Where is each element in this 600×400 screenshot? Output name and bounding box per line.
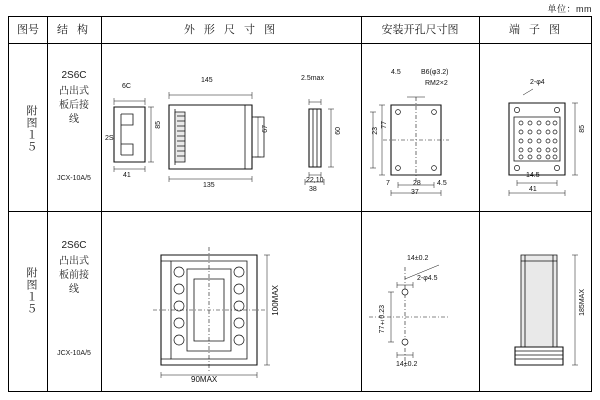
dim-r1-135: 135: [203, 182, 215, 189]
dim-r1-60: 60: [335, 127, 342, 135]
dim-r2t-185max: 185MAX: [579, 289, 586, 316]
dim-r1t-41: 41: [529, 186, 537, 193]
dim-r1-85: 85: [155, 121, 162, 129]
dim-r1m-7: 7: [386, 180, 390, 187]
row2-series: JCX-10A/5: [57, 350, 91, 357]
dim-r1m-77: 77: [381, 121, 388, 129]
dim-r2m-77: 77±0.23: [379, 305, 386, 334]
row1-series: JCX-10A/5: [57, 175, 91, 182]
dim-r1m-45b: 4.5: [437, 180, 447, 187]
header-outline: 外 形 尺 寸 图: [183, 24, 279, 36]
header-fig-no: 图号: [17, 24, 39, 36]
unit-note: 单位：mm: [547, 4, 592, 14]
dim-r1m-45: 4.5: [391, 69, 401, 76]
dim-r2m-14a: 14±0.2: [407, 255, 429, 262]
dim-r1-41: 41: [123, 172, 131, 179]
row2-structure: 凸出式板前接线: [59, 256, 89, 295]
dim-r1m-23: 23: [372, 127, 379, 135]
row1-fig-no: 附图１５: [25, 105, 37, 153]
dim-r2m-14b: 14±0.2: [396, 361, 418, 368]
dim-r1m-37: 37: [411, 189, 419, 196]
row2-model: 2S6C: [61, 240, 87, 251]
dim-r1m-b6: B6(φ3.2): [421, 69, 449, 76]
row1-model: 2S6C: [61, 70, 87, 81]
dim-r2-90max: 90MAX: [191, 375, 218, 384]
dim-r1-22-10: 22,10: [306, 177, 324, 184]
dimension-table: [8, 16, 592, 392]
dim-r1-145: 145: [201, 77, 213, 84]
dim-r1-6c: 6C: [122, 83, 131, 90]
header-mounting: 安装开孔尺寸图: [381, 24, 459, 36]
dim-r2-100max: 100MAX: [271, 285, 280, 316]
dim-r1m-rm2: RM2×2: [425, 80, 448, 87]
dim-r1t-2phi4: 2-φ4: [530, 79, 545, 86]
row1-structure: 凸出式板后接线: [59, 86, 89, 125]
dim-r1-2s: 2S: [105, 135, 114, 142]
header-terminal: 端 子 图: [508, 24, 564, 36]
dim-r1-38: 38: [309, 186, 317, 193]
dim-r1t-85: 85: [579, 125, 586, 133]
header-structure: 结 构: [56, 24, 92, 36]
dim-r1-25max: 2.5max: [301, 75, 324, 82]
row2-outline-drawing: [9, 17, 593, 393]
dim-r1-67: 67: [262, 125, 269, 133]
dim-r1t-145: 14.5: [526, 172, 540, 179]
dim-r2m-2phi45: 2-φ4.5: [417, 275, 438, 282]
row2-fig-no: 附图１５: [25, 267, 37, 315]
dim-r1m-28: 28: [413, 180, 421, 187]
